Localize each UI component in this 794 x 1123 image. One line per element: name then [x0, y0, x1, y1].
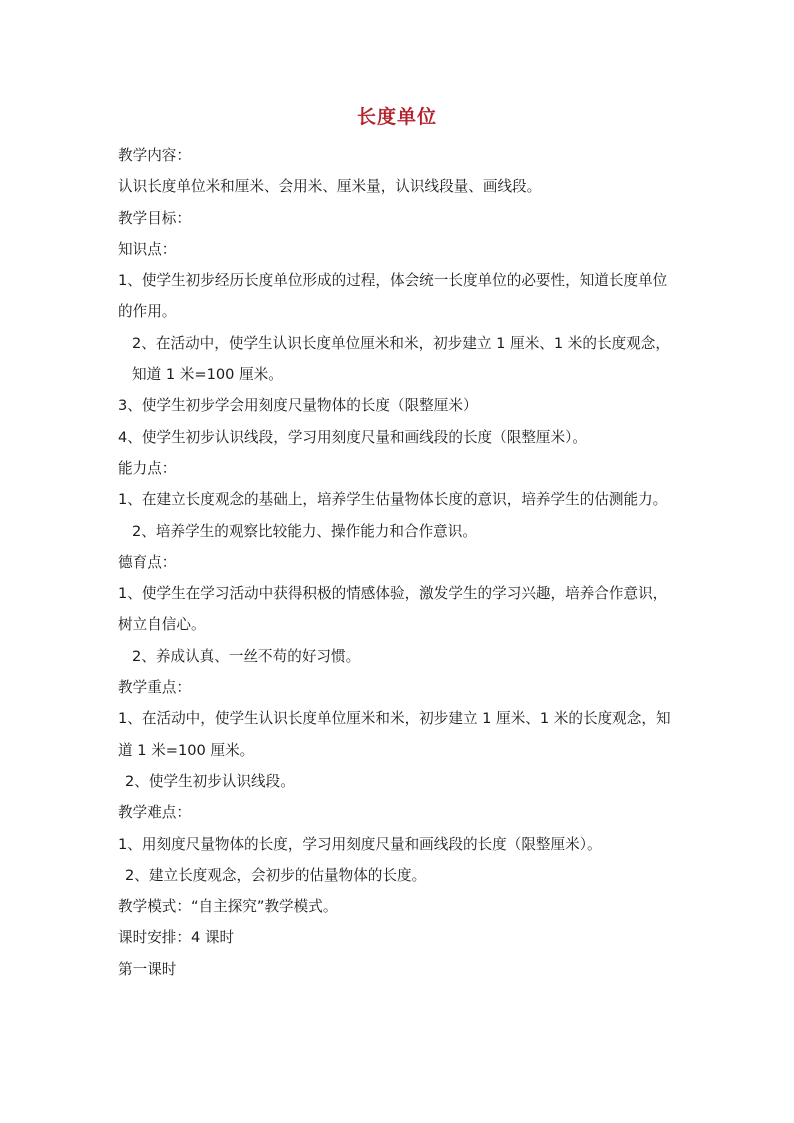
moral-item-2: 2、养成认真、一丝不苟的好习惯。: [132, 647, 361, 665]
lesson-one-heading: 第一课时: [118, 960, 177, 978]
knowledge-item-1: 1、使学生初步经历长度单位形成的过程，体会统一长度单位的必要性，知道长度单位的作用。: [118, 272, 668, 321]
subheading-moral: 德育点：: [118, 553, 177, 571]
difficulty-1: 1、用刻度尺量物体的长度，学习用刻度尺量和画线段的长度（限整厘米）。: [118, 835, 602, 853]
section-heading-content: 教学内容：: [118, 147, 191, 164]
class-hours: 课时安排：4 课时: [118, 929, 235, 947]
key-point-2: 2、使学生初步认识线段。: [125, 772, 295, 790]
knowledge-item-3: 3、使学生初步学会用刻度尺量物体的长度（限整厘米）: [118, 397, 478, 415]
difficulty-2: 2、建立长度观念，会初步的估量物体的长度。: [125, 866, 427, 884]
key-point-1: 1、在活动中，使学生认识长度单位厘米和米，初步建立 1 厘米、1 米的长度观念，知道 1 米=100 厘米。: [118, 710, 671, 759]
ability-item-2: 2、培养学生的观察比较能力、操作能力和合作意识。: [132, 522, 477, 540]
section-heading-difficulties: 教学难点：: [118, 804, 191, 822]
knowledge-item-2: 2、在活动中，使学生认识长度单位厘米和米，初步建立 1 厘米、1 米的长度观念，知道 1 米=100 厘米。: [132, 334, 670, 384]
knowledge-item-4: 4、使学生初步认识线段，学习用刻度尺量和画线段的长度（限整厘米）。: [118, 428, 587, 446]
section-heading-objectives: 教学目标：: [118, 209, 191, 227]
document-title: 长度单位: [356, 106, 437, 128]
content-paragraph: 认识长度单位米和厘米、会用米、厘米量，认识线段量、画线段。: [118, 178, 542, 196]
teaching-mode: 教学模式：“自主探究”教学模式。: [118, 898, 338, 916]
subheading-ability: 能力点：: [118, 459, 177, 477]
document-body: [118, 140, 678, 985]
ability-item-1: 1、在建立长度观念的基础上，培养学生估量物体长度的意识，培养学生的估测能力。: [118, 491, 668, 509]
moral-item-1: 1、使学生在学习活动中获得积极的情感体验，激发学生的学习兴趣，培养合作意识，树立自信心。: [118, 585, 668, 634]
section-heading-key-points: 教学重点：: [118, 679, 191, 697]
subheading-knowledge: 知识点：: [118, 240, 177, 258]
